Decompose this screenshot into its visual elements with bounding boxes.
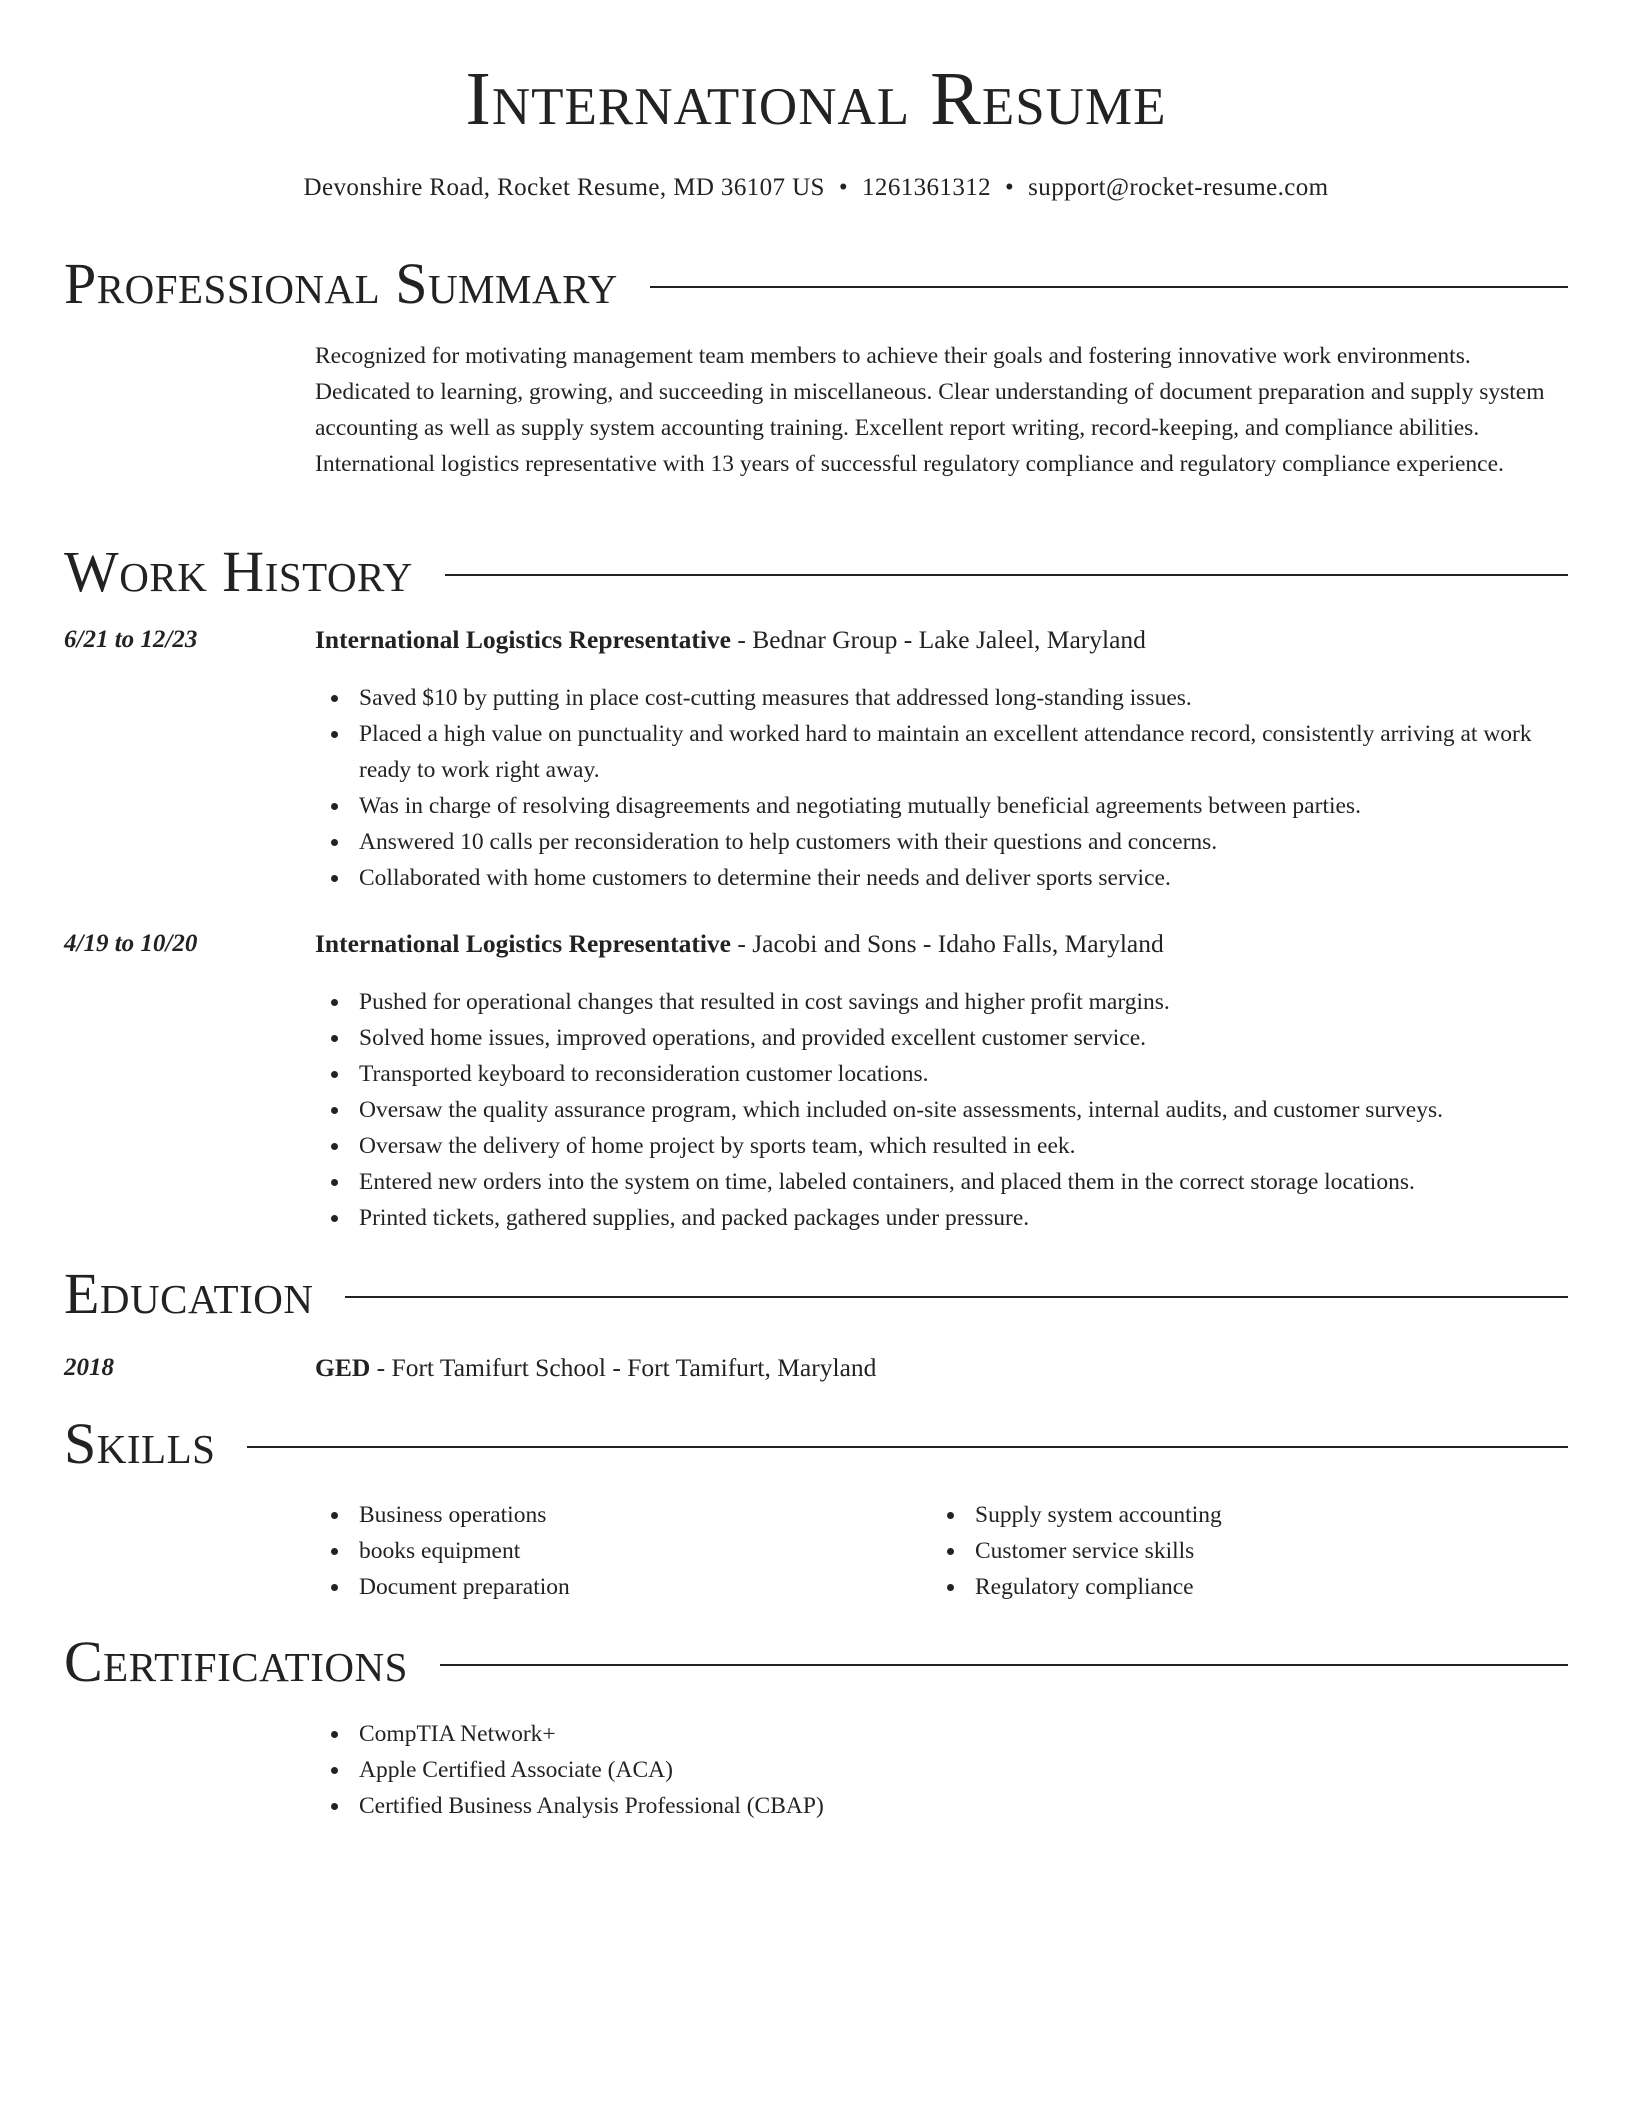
certifications-list bbox=[315, 1716, 1315, 1824]
section-divider bbox=[440, 1664, 1568, 1666]
list-item: Oversaw the quality assurance program, which included on-site assessments, internal audits, and customer surveys. bbox=[315, 1092, 1568, 1128]
work-heading: Work History bbox=[64, 539, 413, 604]
job-dates: 4/19 to 10/20 bbox=[64, 930, 198, 957]
education-entry bbox=[315, 1353, 876, 1383]
list-item: Entered new orders into the system on time, labeled containers, and placed them in the correct storage locations. bbox=[315, 1164, 1568, 1200]
skills-right-list bbox=[931, 1497, 1531, 1605]
contact-separator: • bbox=[1005, 174, 1015, 201]
section-divider bbox=[445, 574, 1568, 576]
certification-item: CompTIA Network+ bbox=[315, 1716, 1315, 1752]
list-item: Solved home issues, improved operations, and provided excellent customer service. bbox=[315, 1020, 1568, 1056]
list-item: Saved $10 by putting in place cost-cutting measures that addressed long-standing issues. bbox=[315, 680, 1568, 716]
skills-section-heading bbox=[64, 1411, 1568, 1476]
resume-name: International Resume bbox=[465, 57, 1167, 141]
job-employer: - Jacobi and Sons - Idaho Falls, Maryland bbox=[731, 929, 1164, 958]
contact-address: Devonshire Road, Rocket Resume, MD 36107 US bbox=[303, 174, 825, 201]
skill-item: Regulatory compliance bbox=[931, 1569, 1531, 1605]
summary-text: Recognized for motivating management team members to achieve their goals and fostering innovative work environments. Dedicated to learning, growing, and succeeding in miscellaneous. Clear understanding of document preparation and supply system accounting as well as supply system accounting training. Excellent report writing, record-keeping, and compliance abilities. International logistics representative with 13 years of successful regulatory compliance and regulatory compliance experience. bbox=[315, 343, 1545, 477]
job-dates: 6/21 to 12/23 bbox=[64, 626, 198, 653]
job-bullets bbox=[315, 984, 1568, 1236]
job-employer: - Bednar Group - Lake Jaleel, Maryland bbox=[731, 625, 1146, 654]
skill-item: Customer service skills bbox=[931, 1533, 1531, 1569]
education-section-heading bbox=[64, 1261, 1568, 1326]
certification-item: Certified Business Analysis Professional (CBAP) bbox=[315, 1788, 1315, 1824]
skills-left-list bbox=[315, 1497, 915, 1605]
job-heading bbox=[315, 625, 1146, 655]
list-item: Placed a high value on punctuality and worked hard to maintain an excellent attendance record, consistently arriving at work ready to work right away. bbox=[315, 716, 1568, 788]
education-year: 2018 bbox=[64, 1354, 114, 1381]
contact-email: support@rocket-resume.com bbox=[1028, 174, 1329, 201]
contact-line bbox=[0, 174, 1632, 202]
list-item: Was in charge of resolving disagreements and negotiating mutually beneficial agreements between parties. bbox=[315, 788, 1568, 824]
contact-phone: 1261361312 bbox=[862, 174, 992, 201]
skill-item: Business operations bbox=[315, 1497, 915, 1533]
list-item: Oversaw the delivery of home project by sports team, which resulted in eek. bbox=[315, 1128, 1568, 1164]
skill-item: Document preparation bbox=[315, 1569, 915, 1605]
job-title: International Logistics Representative bbox=[315, 929, 731, 958]
certifications-section-heading bbox=[64, 1629, 1568, 1694]
education-heading: Education bbox=[64, 1261, 314, 1326]
list-item: Pushed for operational changes that resulted in cost savings and higher profit margins. bbox=[315, 984, 1568, 1020]
job-heading bbox=[315, 929, 1164, 959]
summary-heading: Professional Summary bbox=[64, 251, 618, 316]
section-divider bbox=[345, 1296, 1568, 1298]
skills-heading: Skills bbox=[64, 1411, 216, 1476]
list-item: Printed tickets, gathered supplies, and packed packages under pressure. bbox=[315, 1200, 1568, 1236]
summary-section-heading bbox=[64, 251, 1568, 316]
section-divider bbox=[247, 1446, 1568, 1448]
work-section-heading bbox=[64, 539, 1568, 604]
skill-item: Supply system accounting bbox=[931, 1497, 1531, 1533]
job-title: International Logistics Representative bbox=[315, 625, 731, 654]
section-divider bbox=[650, 286, 1568, 288]
skill-item: books equipment bbox=[315, 1533, 915, 1569]
certification-item: Apple Certified Associate (ACA) bbox=[315, 1752, 1315, 1788]
education-school: - Fort Tamifurt School - Fort Tamifurt, Maryland bbox=[370, 1353, 877, 1382]
list-item: Transported keyboard to reconsideration customer locations. bbox=[315, 1056, 1568, 1092]
education-degree: GED bbox=[315, 1353, 371, 1382]
contact-separator: • bbox=[838, 174, 849, 201]
list-item: Answered 10 calls per reconsideration to help customers with their questions and concerns. bbox=[315, 824, 1568, 860]
job-bullets bbox=[315, 680, 1568, 896]
list-item: Collaborated with home customers to determine their needs and deliver sports service. bbox=[315, 860, 1568, 896]
certifications-heading: Certifications bbox=[64, 1629, 408, 1694]
